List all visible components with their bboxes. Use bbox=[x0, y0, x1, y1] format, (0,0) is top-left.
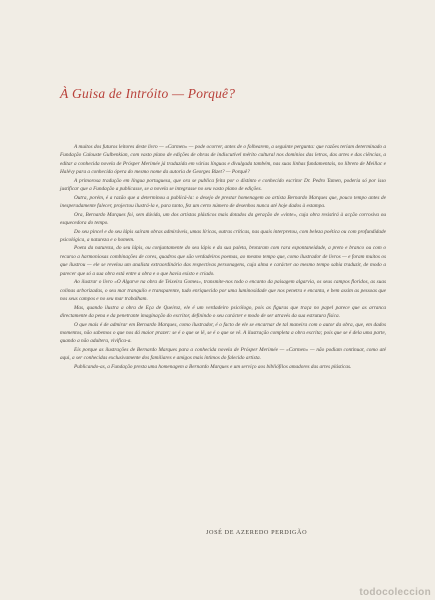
author-signature: JOSÉ DE AZEREDO PERDIGÃO bbox=[206, 529, 308, 536]
paragraph: Mas, quando ilustra a obra de Eça de Queiroz, ele é um verdadeiro psicólogo, pois as figuras que traça no papel parece que as arranca directamente da pena e da penetrante imaginação do escritor, definindo o seu carácter e modo de ser através da sua estrutura física. bbox=[60, 304, 386, 320]
paragraph: O que mais é de admirar em Bernardo Marques, como ilustrador, é o facto de ele se encarnar de tal maneira com o autor da obra, que, em dados momentos, não sabemos o que nos dá maior prazer: se é o que se lê, se é o que se vê. A ilustração completa a obra escrita; pois que se é dela uma parte, quando a não adultera, vivifica-a. bbox=[60, 321, 386, 345]
paragraph: Do seu pincel e do seu lápis saíram obras admiráveis, umas líricas, outras críticas, nas quais interpretou, com beleza poética ou com profundidade psicológica, a natureza e o homem. bbox=[60, 228, 386, 243]
paragraph: Poeta da natureza, do seu lápis, ou conjuntamente do seu lápis e da sua paleta, brotaram com rara espontaneidade, a preto e branco ou com o recurso a harmoniosas combinações de cores, quadros que são verdadeiros poemas, ao mesmo tempo que, como ilustrador de livros — e foram muitos os que ilustrou — ele se revelou um analista extraordinário das respectivas personagens, cuja alma e carácter ao mesmo tempo sabia traduzir, de modo a parecer que só a sua obra está entre a obra e o que havia existo e criado. bbox=[60, 245, 386, 277]
paragraph: Publicando-as, a Fundação presta uma homenagem a Bernardo Marques e um serviço aos bibliófilos amadores das artes plásticas. bbox=[74, 363, 352, 370]
watermark: todocoleccion bbox=[359, 587, 431, 598]
paragraph: Ao ilustrar o livro «O Algarve na obra de Teixeira Gomes», transmite-nos todo o encanto da paisagem algarvia, os seus campos floridos, as suas colinas arborizadas, o seu mar tranquilo e transparente, tudo enriquecido por uma luminosidade que nos penetra e encanta, e bem assim as pessoas que nos seus campos e no seu mar trabalham. bbox=[60, 279, 386, 303]
paragraph: Outra, porém, é a razão que a determinou a publicá-la: o desejo de prestar homenagem ao artista Bernardo Marques que, pouco tempo antes de inesperadamente falecer, projectou ilustrá-la e, para tanto, fez um certo número de desenhos nunca até hoje dados à estampa. bbox=[60, 194, 386, 210]
paragraph: A muitos dos futuros leitores deste livro — «Carmen» — pode ocorrer, antes de o folhearem, a seguinte pergunta: que razões teriam determinado a Fundação Calouste Gulbenkian, com vasto plano de edições de obras de indiscutível mérito cultural nos domínios das letras, das artes e das ciências, a editar a conhecida novela de Prósper Merimée já traduzida em várias línguas e divulgada também, nas suas linhas fundamentais, no libreto de Meillac e Halévy para a conhecida ópera do mesmo nome da autoria de Georges Bizet? — Porquê? bbox=[60, 144, 386, 176]
paragraph: Ora, Bernardo Marques foi, sem dúvida, um dos artistas plásticos mais dotados da geração de «vinte», cuja obra resistirá à acção corrosiva ou esquecedora do tempo. bbox=[60, 211, 386, 227]
paragraph: A primorosa tradução em língua portuguesa, que ora se publica feita por o distinto e conhecido escritor Dr. Pedro Tamen, poderia só por isso justificar que a Fundação a publicasse, se a novela se integrasse no seu vasto plano de edições. bbox=[60, 177, 386, 193]
body-text bbox=[60, 143, 386, 371]
page-title: À Guisa de Intróito — Porquê? bbox=[60, 86, 236, 101]
paragraph: Eis porque as ilustrações de Bernardo Marques para a conhecida novela de Prósper Merimée — «Carmen» — não podiam continuar, como até aqui, a ser conhecidas exclusivamente dos familiares e amigos mais íntimos do falecido artista. bbox=[60, 346, 386, 362]
